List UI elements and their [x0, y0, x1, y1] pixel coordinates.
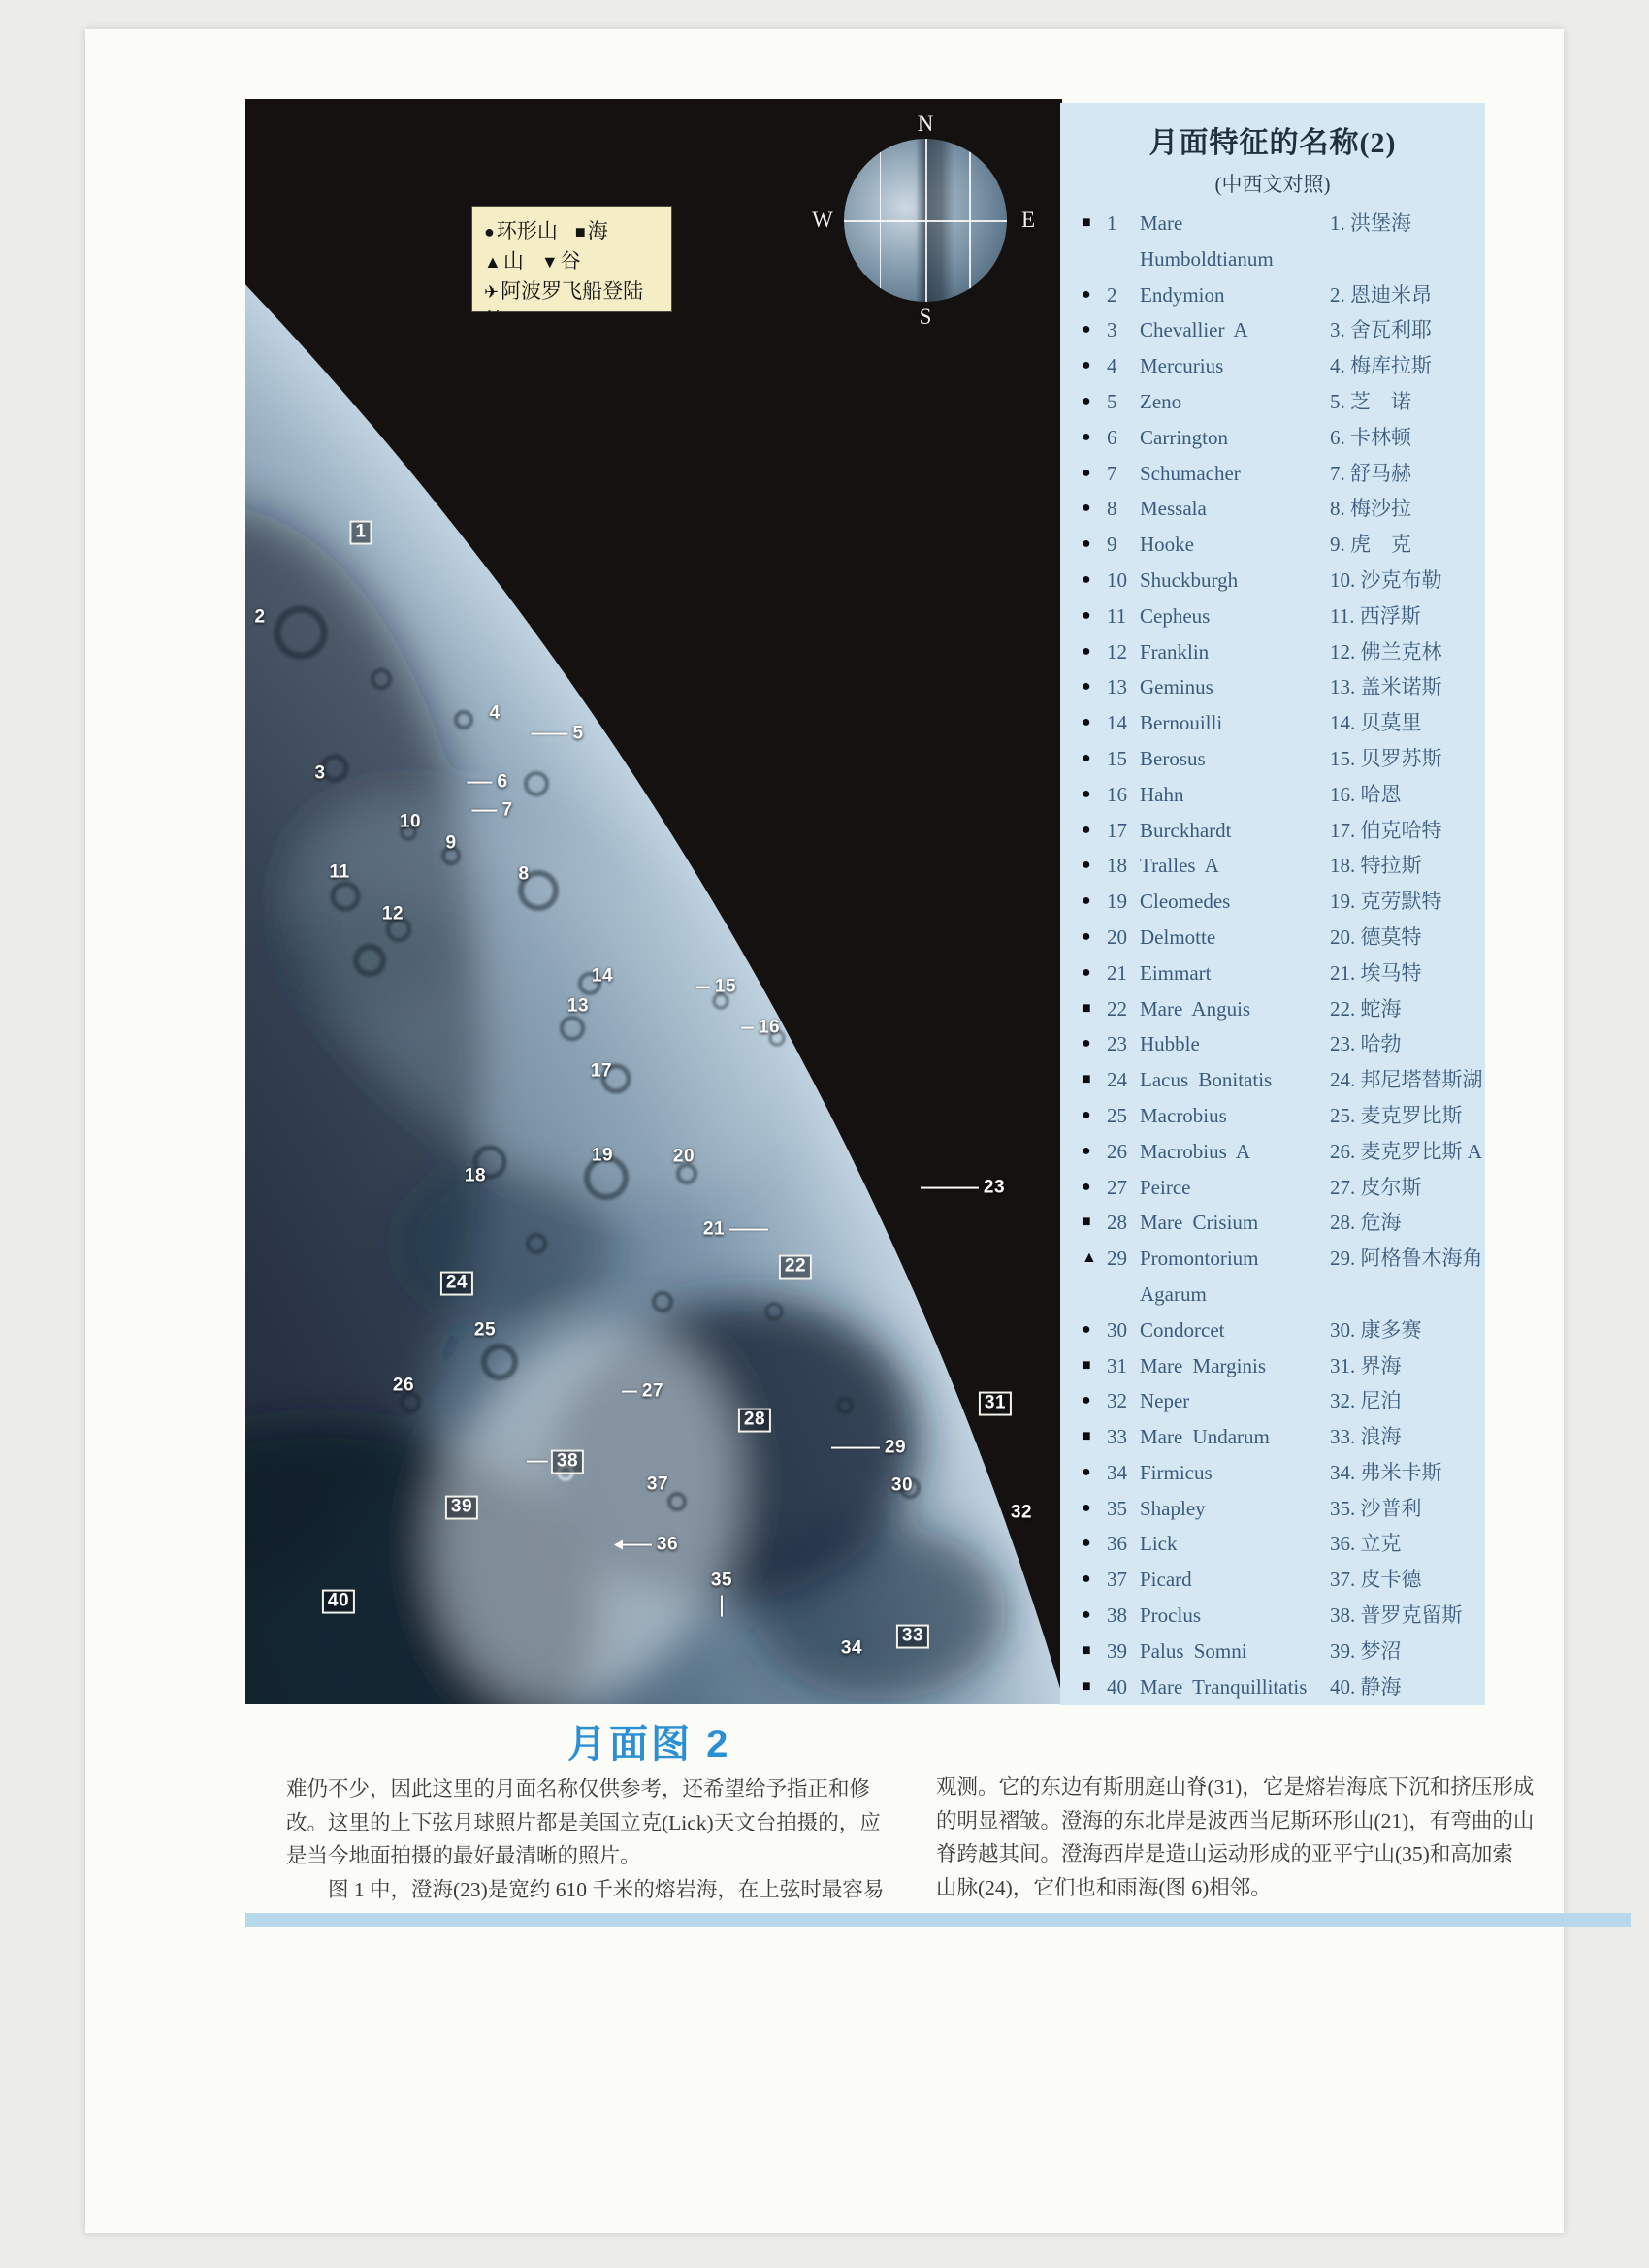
map-label-30: 30: [890, 1474, 914, 1496]
feature-number: 15: [1107, 746, 1127, 770]
feature-latin-name: Macrobius A: [1140, 1139, 1251, 1163]
feature-chinese-name: 32. 尼泊: [1330, 1389, 1402, 1413]
leader-line: [531, 733, 567, 735]
feature-number: 23: [1107, 1032, 1127, 1056]
map-legend: [471, 206, 672, 333]
feature-number: 7: [1107, 461, 1117, 485]
feature-number: 36: [1107, 1532, 1127, 1556]
map-label-37: 37: [646, 1474, 669, 1495]
panel-title: 月面特征的名称(2): [1148, 127, 1397, 159]
map-label-34: 34: [840, 1637, 863, 1659]
compass-north-label: N: [917, 112, 934, 136]
feature-number: 9: [1107, 533, 1117, 557]
feature-symbol-icon: ●: [1082, 749, 1091, 766]
feature-symbol-icon: ●: [1082, 927, 1091, 945]
map-label-29: 29: [885, 1439, 906, 1459]
feature-row: [1060, 705, 1485, 741]
feature-row: [1060, 491, 1485, 527]
leader-line: [622, 1391, 637, 1393]
feature-latin-name: Firmicus: [1140, 1460, 1212, 1484]
feature-symbol-icon: ●: [1082, 678, 1091, 696]
map-label-18: 18: [464, 1165, 487, 1186]
feature-symbol-icon: ●: [1082, 606, 1091, 624]
feature-number: 8: [1107, 497, 1117, 521]
feature-chinese-name: 15. 贝罗苏斯: [1330, 746, 1442, 770]
compass-grid-line: [925, 139, 927, 302]
feature-latin-name: Mare Crisium: [1140, 1211, 1259, 1235]
leader-line: [741, 1027, 754, 1029]
feature-symbol-icon: ●: [1082, 785, 1091, 802]
feature-latin-name: Mare Undarum: [1140, 1425, 1270, 1449]
map-label-2: 2: [254, 606, 266, 628]
feature-name-panel: [1060, 103, 1485, 1705]
map-label-24: 24: [440, 1272, 473, 1296]
feature-row: [1060, 920, 1485, 956]
feature-chinese-name: 27. 皮尔斯: [1330, 1175, 1422, 1199]
feature-symbol-icon: ●: [1082, 1392, 1091, 1409]
caption-right-column: [936, 1770, 1551, 1904]
feature-latin-name: Hooke: [1140, 533, 1194, 557]
feature-latin-name: Lacus Bonitatis: [1140, 1068, 1273, 1092]
caption-line: 山脉(24)，它们也和雨海(图 6)相邻。: [936, 1875, 1272, 1899]
feature-row: [1060, 1562, 1485, 1598]
feature-chinese-name: 23. 哈勃: [1330, 1032, 1402, 1056]
map-label-11: 11: [329, 861, 350, 883]
map-label-26: 26: [392, 1375, 415, 1396]
map-label-31: 31: [979, 1392, 1012, 1416]
feature-row: [1060, 1026, 1485, 1062]
feature-chinese-name: 18. 特拉斯: [1330, 854, 1422, 878]
legend-symbol-icon: ▼: [540, 252, 559, 272]
feature-number: 22: [1107, 996, 1127, 1021]
map-label-35: 35: [711, 1571, 732, 1592]
map-label-8: 8: [518, 863, 530, 885]
feature-symbol-icon: ●: [1082, 464, 1091, 481]
feature-number: 27: [1107, 1175, 1127, 1199]
feature-chinese-name: 16. 哈恩: [1330, 782, 1402, 806]
feature-number: 21: [1107, 960, 1127, 985]
map-label-4: 4: [489, 702, 501, 724]
feature-symbol-icon: ●: [1082, 1106, 1091, 1123]
caption-line: 脊跨越其间。澄海西岸是造山运动形成的亚平宁山(35)和高加索: [936, 1842, 1513, 1866]
legend-label: 山: [502, 249, 524, 273]
feature-chinese-name: 28. 危海: [1330, 1211, 1402, 1235]
feature-symbol-icon: ■: [1082, 1641, 1091, 1659]
legend-line: [484, 216, 660, 246]
map-label-32: 32: [1010, 1502, 1033, 1523]
feature-chinese-name: 29. 阿格鲁木海角: [1330, 1247, 1483, 1271]
feature-latin-name: Picard: [1140, 1568, 1192, 1592]
feature-symbol-icon: ■: [1082, 999, 1091, 1017]
feature-latin-name: Hahn: [1140, 782, 1184, 806]
feature-chinese-name: 25. 麦克罗比斯: [1330, 1103, 1463, 1127]
feature-number: 35: [1107, 1496, 1127, 1520]
compass-west-label: W: [812, 208, 833, 232]
legend-label: 阿波罗飞船登陆处: [484, 279, 644, 333]
feature-row: [1060, 1598, 1485, 1634]
feature-chinese-name: 1. 洪堡海: [1330, 211, 1411, 235]
feature-chinese-name: 20. 德莫特: [1330, 924, 1422, 949]
feature-latin-name: Mare Anguis: [1140, 996, 1251, 1021]
feature-chinese-name: 37. 皮卡德: [1330, 1568, 1422, 1592]
feature-chinese-name: 4. 梅库拉斯: [1330, 354, 1432, 378]
caption-line: 观测。它的东边有斯朋庭山脊(31)，它是熔岩海底下沉和挤压形成: [936, 1775, 1535, 1798]
footer-rule: [245, 1913, 1631, 1927]
caption-line: 难仍不少，因此这里的月面名称仅供参考，还希望给予指正和修: [286, 1777, 871, 1800]
feature-row: [1060, 1634, 1485, 1669]
feature-row: [1060, 1134, 1485, 1170]
feature-row: [1060, 1062, 1485, 1098]
feature-list: [1060, 206, 1485, 1704]
feature-latin-name: Shuckburgh: [1140, 567, 1239, 592]
feature-number: 33: [1107, 1425, 1127, 1449]
feature-latin-name: Franklin: [1140, 639, 1210, 664]
feature-number: 10: [1107, 567, 1127, 592]
feature-latin-name: Geminus: [1140, 675, 1213, 699]
feature-chinese-name: 13. 盖米诺斯: [1330, 675, 1442, 699]
feature-latin-name: Proclus: [1140, 1604, 1201, 1628]
feature-symbol-icon: ●: [1082, 963, 1091, 981]
feature-latin-name: Berosus: [1140, 746, 1206, 770]
feature-symbol-icon: ▲: [1082, 1249, 1097, 1267]
caption-line: 是当今地面拍摄的最好最清晰的照片。: [286, 1844, 641, 1868]
map-label-36: 36: [657, 1536, 678, 1556]
feature-number: 2: [1107, 282, 1117, 307]
feature-symbol-icon: ●: [1082, 821, 1091, 838]
feature-row: [1060, 848, 1485, 884]
feature-latin-name: Tralles A: [1140, 854, 1219, 878]
feature-number: 16: [1107, 782, 1127, 806]
figure-title: 月面图 2: [567, 1723, 731, 1766]
feature-chinese-name: 6. 卡林顿: [1330, 425, 1411, 449]
feature-chinese-name: 36. 立克: [1330, 1532, 1402, 1556]
feature-chinese-name: 12. 佛兰克林: [1330, 639, 1442, 664]
feature-symbol-icon: ●: [1082, 321, 1091, 339]
feature-number: 20: [1107, 924, 1127, 949]
feature-latin-name: Cepheus: [1140, 603, 1211, 628]
feature-row: [1060, 1526, 1485, 1562]
feature-symbol-icon: ●: [1082, 1142, 1091, 1159]
feature-row: [1060, 1205, 1485, 1241]
legend-symbol-icon: ✈: [484, 282, 500, 302]
legend-symbol-icon: ●: [484, 222, 495, 242]
map-label-33: 33: [896, 1625, 929, 1649]
leader-line: [721, 1595, 723, 1616]
map-label-5: 5: [572, 725, 583, 745]
feature-latin-name: Hubble: [1140, 1032, 1200, 1056]
feature-latin-name: Mare Humboldtianum: [1140, 211, 1274, 271]
leader-line: [831, 1447, 880, 1449]
map-label-14: 14: [591, 965, 614, 987]
caption-line: 图 1 中，澄海(23)是宽约 610 千米的熔岩海，在上弦时最容易: [286, 1877, 885, 1901]
feature-latin-name: Neper: [1140, 1389, 1190, 1413]
feature-row: [1060, 277, 1485, 313]
feature-number: 25: [1107, 1103, 1127, 1127]
map-label-17: 17: [590, 1060, 613, 1082]
leader-line: [729, 1229, 768, 1231]
feature-latin-name: Mare Tranquillitatis: [1140, 1674, 1308, 1699]
feature-chinese-name: 35. 沙普利: [1330, 1496, 1422, 1520]
feature-row: [1060, 527, 1485, 563]
leader-line: [467, 782, 492, 784]
feature-number: 4: [1107, 354, 1117, 378]
compass-east-label: E: [1020, 208, 1036, 232]
map-label-38: 38: [551, 1450, 584, 1474]
feature-symbol-icon: ●: [1082, 1035, 1091, 1053]
feature-row: [1060, 634, 1485, 670]
moon-photo: [245, 99, 1062, 1704]
feature-row: [1060, 1491, 1485, 1527]
feature-symbol-icon: ■: [1082, 1071, 1091, 1088]
feature-chinese-name: 10. 沙克布勒: [1330, 567, 1442, 592]
compass-grid-line: [880, 139, 882, 302]
feature-chinese-name: 9. 虎 克: [1330, 533, 1411, 557]
feature-chinese-name: 38. 普罗克留斯: [1330, 1604, 1463, 1628]
legend-symbol-icon: ▲: [484, 252, 501, 272]
feature-symbol-icon: ■: [1082, 1677, 1091, 1695]
legend-line: [484, 246, 660, 276]
feature-latin-name: Carrington: [1140, 425, 1228, 449]
feature-chinese-name: 7. 舒马赫: [1330, 461, 1411, 485]
feature-symbol-icon: ●: [1082, 892, 1091, 910]
feature-chinese-name: 40. 静海: [1330, 1674, 1402, 1699]
feature-number: 1: [1107, 211, 1117, 235]
feature-chinese-name: 30. 康多赛: [1330, 1317, 1422, 1342]
leader-line: [527, 1461, 548, 1463]
photo-label-layer: [245, 99, 1062, 1704]
feature-number: 28: [1107, 1211, 1127, 1235]
feature-latin-name: Eimmart: [1140, 960, 1212, 985]
feature-number: 32: [1107, 1389, 1127, 1413]
feature-symbol-icon: ●: [1082, 714, 1091, 731]
feature-chinese-name: 8. 梅沙拉: [1330, 497, 1411, 521]
feature-row: [1060, 1241, 1485, 1312]
leader-line: [623, 1544, 652, 1546]
feature-latin-name: Schumacher: [1140, 461, 1241, 485]
compass-rose: [812, 112, 1036, 329]
map-label-39: 39: [445, 1496, 478, 1520]
feature-number: 12: [1107, 639, 1127, 664]
compass-grid-line: [969, 139, 971, 302]
compass-moon-inset: [844, 139, 1007, 302]
map-label-10: 10: [399, 811, 422, 832]
map-label-23: 23: [984, 1179, 1005, 1199]
feature-chinese-name: 24. 邦尼塔替斯湖: [1330, 1068, 1483, 1092]
feature-row: [1060, 1312, 1485, 1348]
feature-symbol-icon: ●: [1082, 1571, 1091, 1588]
feature-latin-name: Delmotte: [1140, 924, 1216, 949]
legend-symbol-icon: ■: [574, 222, 586, 242]
map-label-22: 22: [779, 1255, 812, 1280]
feature-number: 19: [1107, 890, 1127, 914]
feature-symbol-icon: ●: [1082, 500, 1091, 517]
feature-symbol-icon: ●: [1082, 392, 1091, 409]
map-label-20: 20: [672, 1146, 695, 1167]
feature-chinese-name: 34. 弗米卡斯: [1330, 1460, 1442, 1484]
feature-latin-name: Messala: [1140, 497, 1207, 521]
map-label-12: 12: [381, 903, 404, 924]
feature-symbol-icon: ■: [1082, 1356, 1091, 1374]
map-label-7: 7: [501, 801, 512, 822]
feature-row: [1060, 1348, 1485, 1384]
feature-number: 3: [1107, 318, 1117, 342]
map-label-28: 28: [738, 1409, 771, 1433]
feature-symbol-icon: ●: [1082, 1463, 1091, 1480]
feature-chinese-name: 11. 西浮斯: [1330, 603, 1421, 628]
legend-line: [484, 276, 660, 336]
feature-number: 11: [1107, 603, 1127, 628]
feature-row: [1060, 348, 1485, 384]
legend-label: 海: [587, 219, 608, 243]
feature-number: 31: [1107, 1353, 1127, 1377]
feature-number: 18: [1107, 854, 1127, 878]
feature-row: [1060, 384, 1485, 420]
map-label-15: 15: [715, 978, 736, 998]
feature-latin-name: Bernouilli: [1140, 711, 1223, 735]
feature-chinese-name: 14. 贝莫里: [1330, 711, 1422, 735]
feature-symbol-icon: ●: [1082, 1320, 1091, 1338]
map-label-9: 9: [445, 832, 457, 854]
feature-latin-name: Chevallier A: [1140, 318, 1248, 342]
feature-chinese-name: 3. 舍瓦利耶: [1330, 318, 1432, 342]
feature-chinese-name: 22. 蛇海: [1330, 996, 1402, 1021]
feature-row: [1060, 312, 1485, 348]
map-label-3: 3: [314, 762, 326, 784]
feature-latin-name: Palus Somni: [1140, 1638, 1247, 1663]
feature-row: [1060, 206, 1485, 277]
feature-number: 26: [1107, 1139, 1127, 1163]
feature-chinese-name: 19. 克劳默特: [1330, 890, 1442, 914]
feature-symbol-icon: ●: [1082, 1535, 1091, 1552]
feature-number: 5: [1107, 389, 1117, 413]
feature-symbol-icon: ■: [1082, 214, 1091, 231]
leader-line: [471, 810, 497, 812]
feature-number: 17: [1107, 818, 1127, 842]
feature-row: [1060, 956, 1485, 991]
map-label-21: 21: [703, 1220, 725, 1241]
feature-row: [1060, 1419, 1485, 1455]
feature-latin-name: Macrobius: [1140, 1103, 1227, 1127]
legend-label: 谷: [560, 249, 581, 273]
feature-row: [1060, 1383, 1485, 1419]
feature-number: 34: [1107, 1460, 1127, 1484]
leader-line: [921, 1187, 979, 1189]
feature-number: 30: [1107, 1317, 1127, 1342]
legend-label: 环形山: [496, 219, 558, 243]
feature-row: [1060, 813, 1485, 849]
panel-subtitle: (中西文对照): [1214, 173, 1331, 196]
feature-number: 38: [1107, 1604, 1127, 1628]
feature-chinese-name: 5. 芝 诺: [1330, 389, 1411, 413]
feature-latin-name: Burckhardt: [1140, 818, 1232, 842]
feature-symbol-icon: ●: [1082, 285, 1091, 303]
feature-number: 24: [1107, 1068, 1127, 1092]
feature-row: [1060, 1455, 1485, 1491]
feature-row: [1060, 599, 1485, 634]
feature-symbol-icon: ●: [1082, 570, 1091, 588]
feature-chinese-name: 31. 界海: [1330, 1353, 1402, 1377]
feature-latin-name: Cleomedes: [1140, 890, 1231, 914]
feature-number: 14: [1107, 711, 1127, 735]
feature-row: [1060, 884, 1485, 920]
feature-latin-name: Mare Marginis: [1140, 1353, 1267, 1377]
map-label-19: 19: [591, 1145, 614, 1166]
feature-row: [1060, 1170, 1485, 1206]
map-label-27: 27: [642, 1382, 663, 1403]
page-paper: [85, 29, 1564, 2233]
feature-row: [1060, 456, 1485, 492]
feature-chinese-name: 33. 浪海: [1330, 1425, 1402, 1449]
feature-row: [1060, 669, 1485, 705]
caption-left-column: [286, 1772, 903, 1906]
feature-symbol-icon: ●: [1082, 857, 1091, 874]
feature-latin-name: Lick: [1140, 1532, 1178, 1556]
map-label-13: 13: [566, 995, 590, 1017]
map-label-16: 16: [759, 1019, 780, 1039]
feature-chinese-name: 2. 恩迪米昂: [1330, 282, 1432, 307]
caption-line: 的明显褶皱。澄海的东北岸是波西当尼斯环形山(21)，有弯曲的山: [936, 1808, 1535, 1832]
feature-number: 13: [1107, 675, 1127, 699]
feature-number: 29: [1107, 1247, 1127, 1271]
feature-latin-name: Condorcet: [1140, 1317, 1225, 1342]
feature-latin-name: Shapley: [1140, 1496, 1206, 1520]
caption-line: 改。这里的上下弦月球照片都是美国立克(Lick)天文台拍摄的，应: [286, 1810, 881, 1834]
feature-row: [1060, 741, 1485, 777]
feature-symbol-icon: ●: [1082, 428, 1091, 445]
feature-row: [1060, 1098, 1485, 1134]
feature-number: 40: [1107, 1674, 1127, 1699]
feature-latin-name: Zeno: [1140, 389, 1182, 413]
map-label-25: 25: [473, 1319, 497, 1341]
feature-row: [1060, 563, 1485, 599]
feature-number: 6: [1107, 425, 1117, 449]
feature-row: [1060, 777, 1485, 813]
feature-chinese-name: 39. 梦沼: [1330, 1638, 1402, 1663]
map-label-6: 6: [497, 773, 507, 794]
leader-line: [696, 987, 710, 988]
feature-latin-name: Promontorium Agarum: [1140, 1247, 1259, 1306]
feature-latin-name: Peirce: [1140, 1175, 1191, 1199]
feature-latin-name: Endymion: [1140, 282, 1225, 307]
feature-symbol-icon: ●: [1082, 1606, 1091, 1624]
feature-chinese-name: 21. 埃马特: [1330, 960, 1422, 985]
feature-chinese-name: 17. 伯克哈特: [1330, 818, 1442, 842]
feature-chinese-name: 26. 麦克罗比斯 A: [1330, 1139, 1482, 1163]
feature-symbol-icon: ■: [1082, 1214, 1091, 1231]
compass-south-label: S: [919, 305, 932, 329]
feature-symbol-icon: ■: [1082, 1428, 1091, 1445]
feature-symbol-icon: ●: [1082, 357, 1091, 374]
feature-latin-name: Mercurius: [1140, 354, 1224, 378]
feature-number: 37: [1107, 1568, 1127, 1592]
map-label-40: 40: [322, 1590, 355, 1614]
feature-symbol-icon: ●: [1082, 642, 1091, 660]
map-label-1: 1: [349, 521, 372, 545]
feature-row: [1060, 1669, 1485, 1705]
feature-symbol-icon: ●: [1082, 1178, 1091, 1195]
feature-row: [1060, 420, 1485, 456]
feature-symbol-icon: ●: [1082, 1499, 1091, 1516]
feature-symbol-icon: ●: [1082, 535, 1091, 553]
feature-row: [1060, 991, 1485, 1027]
feature-number: 39: [1107, 1638, 1127, 1663]
